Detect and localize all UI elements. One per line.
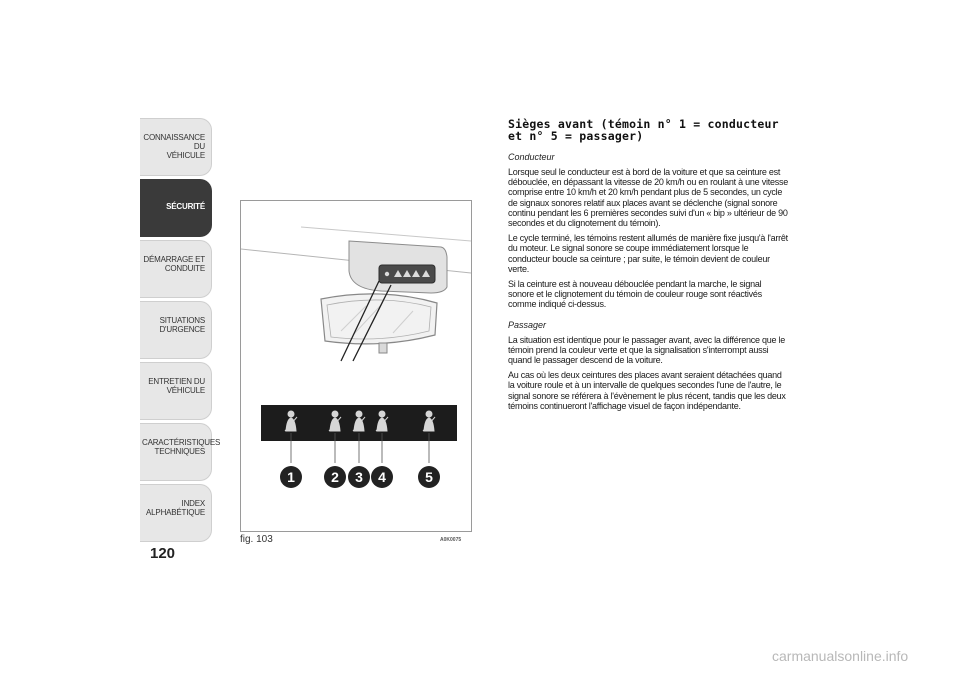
tab-caracteristiques-techniques[interactable]: CARACTÉRISTIQUES TECHNIQUES <box>140 423 212 481</box>
tab-securite[interactable]: SÉCURITÉ <box>140 179 212 237</box>
tab-index-alphabetique[interactable]: INDEX ALPHABÉTIQUE <box>140 484 212 542</box>
figure-code: A0K0075 <box>440 537 462 543</box>
page-number: 120 <box>150 545 176 562</box>
chapter-tabs <box>140 118 221 545</box>
tab-entretien-vehicule[interactable]: ENTRETIEN DU VÉHICULE <box>140 362 212 420</box>
figure-illustration <box>241 201 471 531</box>
callout-3: 3 <box>355 469 363 485</box>
paragraph: Si la ceinture est à nouveau débouclée pendant la marche, le signal sonore et le clignotement du témoin de couleur rouge sont réactivés comme indiqué ci-dessus. <box>508 279 762 310</box>
tab-connaissance-vehicule[interactable]: CONNAISSANCE DU VÉHICULE <box>140 118 212 176</box>
callout-markers <box>280 466 440 488</box>
callout-5: 5 <box>425 469 433 485</box>
figure-caption: fig. 103 <box>240 534 273 545</box>
section-title: Sièges avant (témoin n° 1 = conducteur et n° 5 = passager) <box>508 117 779 143</box>
watermark: carmanualsonline.info <box>772 648 909 664</box>
tab-demarrage-conduite[interactable]: DÉMARRAGE ET CONDUITE <box>140 240 212 298</box>
figure-seatbelt-indicators <box>240 200 472 532</box>
callout-4: 4 <box>378 469 386 485</box>
subheading-passager: Passager <box>508 319 547 330</box>
paragraph: Le cycle terminé, les témoins restent allumés de manière fixe jusqu'à l'arrêt du moteur. Le signal sonore se coupe immédiatement lorsque le conducteur boucle sa ceinture ; par suite, le témoin devient de couleur verte. <box>508 233 788 274</box>
callout-2: 2 <box>331 469 339 485</box>
subheading-conducteur: Conducteur <box>508 152 555 162</box>
paragraph: La situation est identique pour le passager avant, avec la différence que le témoin prend la couleur verte et que la signalisation s'interrompt aussi quand le passager descend de la voiture. <box>508 334 786 366</box>
paragraph: Lorsque seul le conducteur est à bord de la voiture et que sa ceinture est débouclée, en dépassant la vitesse de 20 km/h ou en roulant à une vitesse comprise entre 10 km/h et 20 km/h pendant plus de 5 secondes, un cycle de signaux sonores relatif aux places avant se déclenche (signal sonore continu pendant les 6 premières secondes suivi d'un « bip » ultérieur de 90 secondes et du clignotement du témoin). <box>508 167 788 229</box>
callout-1: 1 <box>287 469 295 485</box>
paragraph: Au cas où les deux ceintures des places avant seraient détachées quand la voiture roule et à un intervalle de quelques secondes l'une de l'autre, le signal sonore se référera à l'évènement le plus récent, tandis que les deux témoins continueront l'affichage visuel de façon indépendante. <box>508 370 786 411</box>
tab-situations-urgence[interactable]: SITUATIONS D'URGENCE <box>140 301 212 359</box>
main-content <box>508 118 788 416</box>
